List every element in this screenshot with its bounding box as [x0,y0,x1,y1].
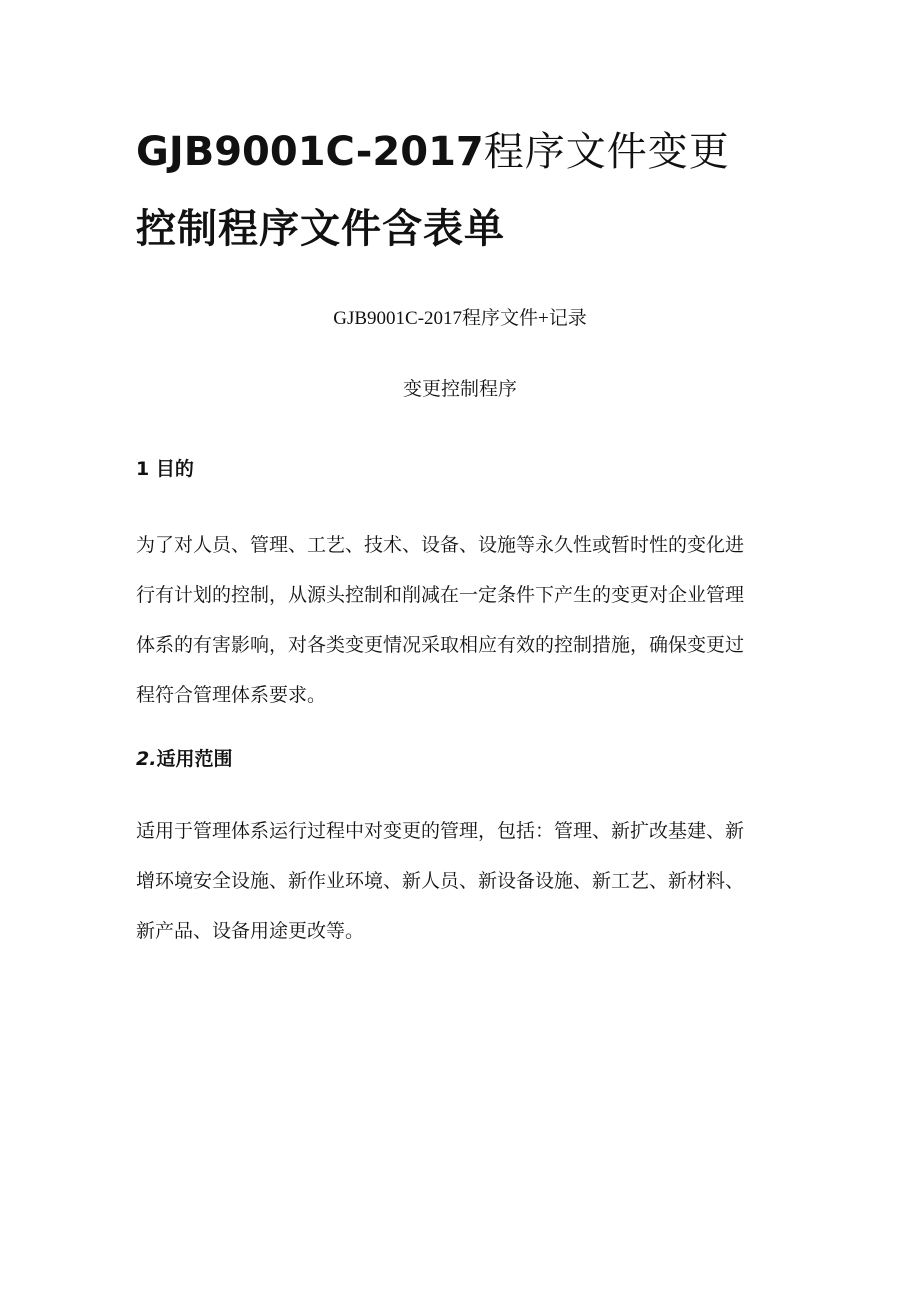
paragraph-line: 体系的有害影响，对各类变更情况采取相应有效的控制措施，确保变更过 [136,634,745,656]
section-body-purpose [136,532,786,732]
document-subtitle: GJB9001C-2017程序文件+记录 [333,308,587,329]
paragraph-line: 新产品、设备用途更改等。 [136,920,365,942]
paragraph-line: 为了对人员、管理、工艺、技术、设备、设施等永久性或暂时性的变化进 [136,534,745,556]
document-title-line-1 [136,128,796,176]
title-code: GJB9001C-2017 [136,129,484,175]
section-number: 2. [136,748,157,770]
section-heading-scope [136,746,232,772]
section-title: 适用范围 [156,748,233,770]
paragraph-line: 增环境安全设施、新作业环境、新人员、新设备设施、新工艺、新材料、 [136,870,745,892]
procedure-name: 变更控制程序 [402,378,517,400]
paragraph-line: 程符合管理体系要求。 [136,684,327,706]
paragraph-line: 适用于管理体系运行过程中对变更的管理，包括：管理、新扩改基建、新 [136,820,745,842]
title-text: 程序文件变更 [483,129,730,175]
document-title-line-2: 控制程序文件含表单 [136,206,505,252]
section-heading-purpose: 1 目的 [136,458,194,480]
paragraph-line: 行有计划的控制，从源头控制和削减在一定条件下产生的变更对企业管理 [136,584,745,606]
section-body-scope [136,818,786,968]
